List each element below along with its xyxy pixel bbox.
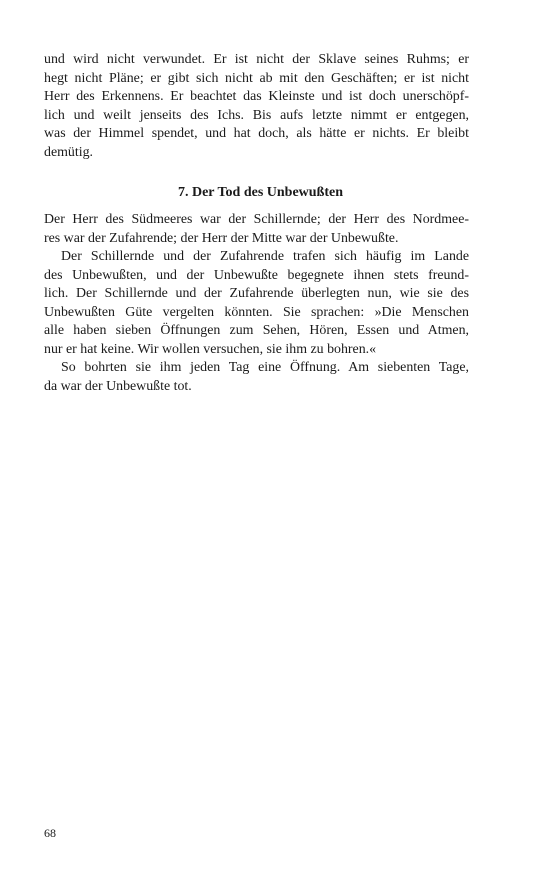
paragraph-intro — [44, 51, 469, 162]
text-line: hegt nicht Pläne; er gibt sich nicht ab mit den Geschäften; er ist nicht — [44, 70, 469, 86]
paragraph-1 — [44, 211, 469, 248]
text-line: was der Himmel spendet, und hat doch, als hätte er nichts. Er bleibt — [44, 126, 469, 141]
text-line: Herr des Erkennens. Er beachtet das Kleinste und ist doch unerschöpf- — [44, 89, 469, 104]
text-line: Der Schillernde und der Zufahrende trafen sich häufig im Lande — [61, 249, 469, 264]
text-line: alle haben sieben Öffnungen zum Sehen, Hören, Essen und Atmen, — [44, 323, 469, 338]
text-line: res war der Zufahrende; der Herr der Mitte war der Unbewußte. — [44, 230, 399, 246]
text-line: So bohrten sie ihm jeden Tag eine Öffnung. Am siebenten Tage, — [61, 360, 469, 375]
text-line: des Unbewußten, und der Unbewußte begegnete ihnen stets freund- — [44, 267, 469, 283]
page-number: 68 — [44, 826, 56, 840]
text-line: lich und weilt jenseits des Ichs. Bis aufs letzte nimmt er entgegen, — [44, 107, 469, 123]
text-line: nur er hat keine. Wir wollen versuchen, sie ihm zu bohren.« — [44, 341, 377, 357]
text-line: lich. Der Schillernde und der Zufahrende überlegten nun, wie sie des — [44, 286, 469, 301]
text-line: und wird nicht verwundet. Er ist nicht der Sklave seines Ruhms; er — [44, 52, 469, 67]
text-line: demütig. — [44, 144, 93, 160]
section-heading: 7. Der Tod des Unbewußten — [177, 185, 344, 200]
page-body — [44, 51, 469, 396]
text-line: Der Herr des Südmeeres war der Schillernde; der Herr des Nordmee- — [44, 212, 469, 227]
paragraph-3 — [44, 359, 469, 396]
text-line: Unbewußten Güte vergelten könnten. Sie sprachen: »Die Menschen — [44, 304, 469, 320]
paragraph-2 — [44, 248, 469, 359]
text-line: da war der Unbewußte tot. — [44, 378, 192, 394]
